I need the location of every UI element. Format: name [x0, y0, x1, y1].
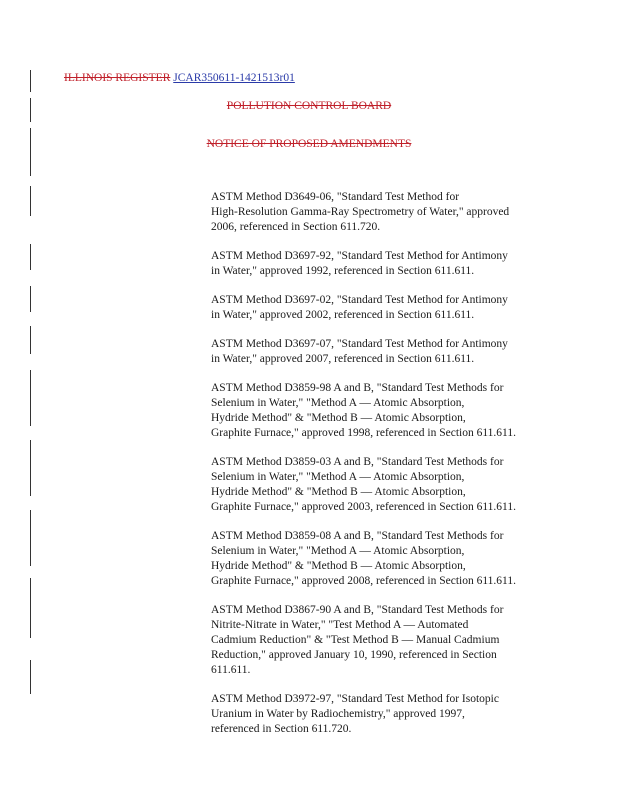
- change-bar: [30, 660, 31, 694]
- entry-line: ASTM Method D3859-98 A and B, "Standard Test Methods for: [211, 382, 504, 394]
- list-item: [211, 293, 541, 323]
- entry-line: ASTM Method D3697-02, "Standard Test Method for Antimony: [211, 294, 508, 306]
- change-bar: [30, 578, 31, 638]
- entry-line: Selenium in Water," "Method A — Atomic Absorption,: [211, 471, 465, 483]
- entry-line: Graphite Furnace," approved 1998, referenced in Section 611.611.: [211, 427, 516, 439]
- entry-line: Reduction," approved January 10, 1990, referenced in Section: [211, 649, 497, 661]
- entry-line: Uranium in Water by Radiochemistry," approved 1997,: [211, 708, 465, 720]
- entry-line: Hydride Method" & "Method B — Atomic Absorption,: [211, 412, 466, 424]
- change-bar: [30, 286, 31, 312]
- board-title: POLLUTION CONTROL BOARD: [226, 100, 392, 112]
- entry-line: Cadmium Reduction" & "Test Method B — Manual Cadmium: [211, 634, 500, 646]
- list-item: [211, 337, 541, 367]
- change-bar: [30, 186, 31, 216]
- entry-line: Selenium in Water," "Method A — Atomic Absorption,: [211, 545, 465, 557]
- entry-line: 2006, referenced in Section 611.720.: [211, 221, 381, 233]
- entry-line: ASTM Method D3697-07, "Standard Test Method for Antimony: [211, 338, 508, 350]
- entry-line: in Water," approved 2002, referenced in Section 611.611.: [211, 309, 475, 321]
- register-struck-text: ILLINOIS REGISTER: [64, 72, 171, 84]
- change-bar: [30, 244, 31, 270]
- entry-line: in Water," approved 1992, referenced in Section 611.611.: [211, 265, 475, 277]
- entry-line: ASTM Method D3867-90 A and B, "Standard Test Methods for: [211, 604, 504, 616]
- register-inserted-text: JCAR350611-1421513r01: [173, 72, 295, 84]
- change-bar: [30, 128, 31, 176]
- entry-line: Hydride Method" & "Method B — Atomic Absorption,: [211, 486, 466, 498]
- list-item: [211, 529, 541, 589]
- entry-line: Nitrite-Nitrate in Water," "Test Method A — Automated: [211, 619, 469, 631]
- entry-line: in Water," approved 2007, referenced in Section 611.611.: [211, 353, 475, 365]
- list-item: [211, 381, 541, 441]
- list-item: [211, 603, 541, 678]
- register-header: [64, 72, 295, 84]
- entry-line: Selenium in Water," "Method A — Atomic Absorption,: [211, 397, 465, 409]
- list-item: [211, 455, 541, 515]
- list-item: [211, 190, 541, 235]
- notice-title: NOTICE OF PROPOSED AMENDMENTS: [206, 138, 412, 150]
- change-bar: [30, 510, 31, 566]
- entry-line: ASTM Method D3859-08 A and B, "Standard Test Methods for: [211, 530, 504, 542]
- entry-line: referenced in Section 611.720.: [211, 723, 352, 735]
- entry-line: 611.611.: [211, 664, 251, 676]
- entry-line: Hydride Method" & "Method B — Atomic Absorption,: [211, 560, 466, 572]
- entry-line: Graphite Furnace," approved 2003, referenced in Section 611.611.: [211, 501, 516, 513]
- change-bar: [30, 326, 31, 354]
- change-bar: [30, 370, 31, 426]
- entry-line: High-Resolution Gamma-Ray Spectrometry of Water," approved: [211, 206, 510, 218]
- reference-list: [211, 190, 541, 751]
- entry-line: Graphite Furnace," approved 2008, referenced in Section 611.611.: [211, 575, 516, 587]
- list-item: [211, 692, 541, 737]
- entry-line: ASTM Method D3697-92, "Standard Test Method for Antimony: [211, 250, 508, 262]
- list-item: [211, 249, 541, 279]
- entry-line: ASTM Method D3649-06, "Standard Test Method for: [211, 191, 460, 203]
- entry-line: ASTM Method D3972-97, "Standard Test Method for Isotopic: [211, 693, 499, 705]
- change-bar: [30, 440, 31, 496]
- entry-line: ASTM Method D3859-03 A and B, "Standard Test Methods for: [211, 456, 504, 468]
- change-bar: [30, 70, 31, 92]
